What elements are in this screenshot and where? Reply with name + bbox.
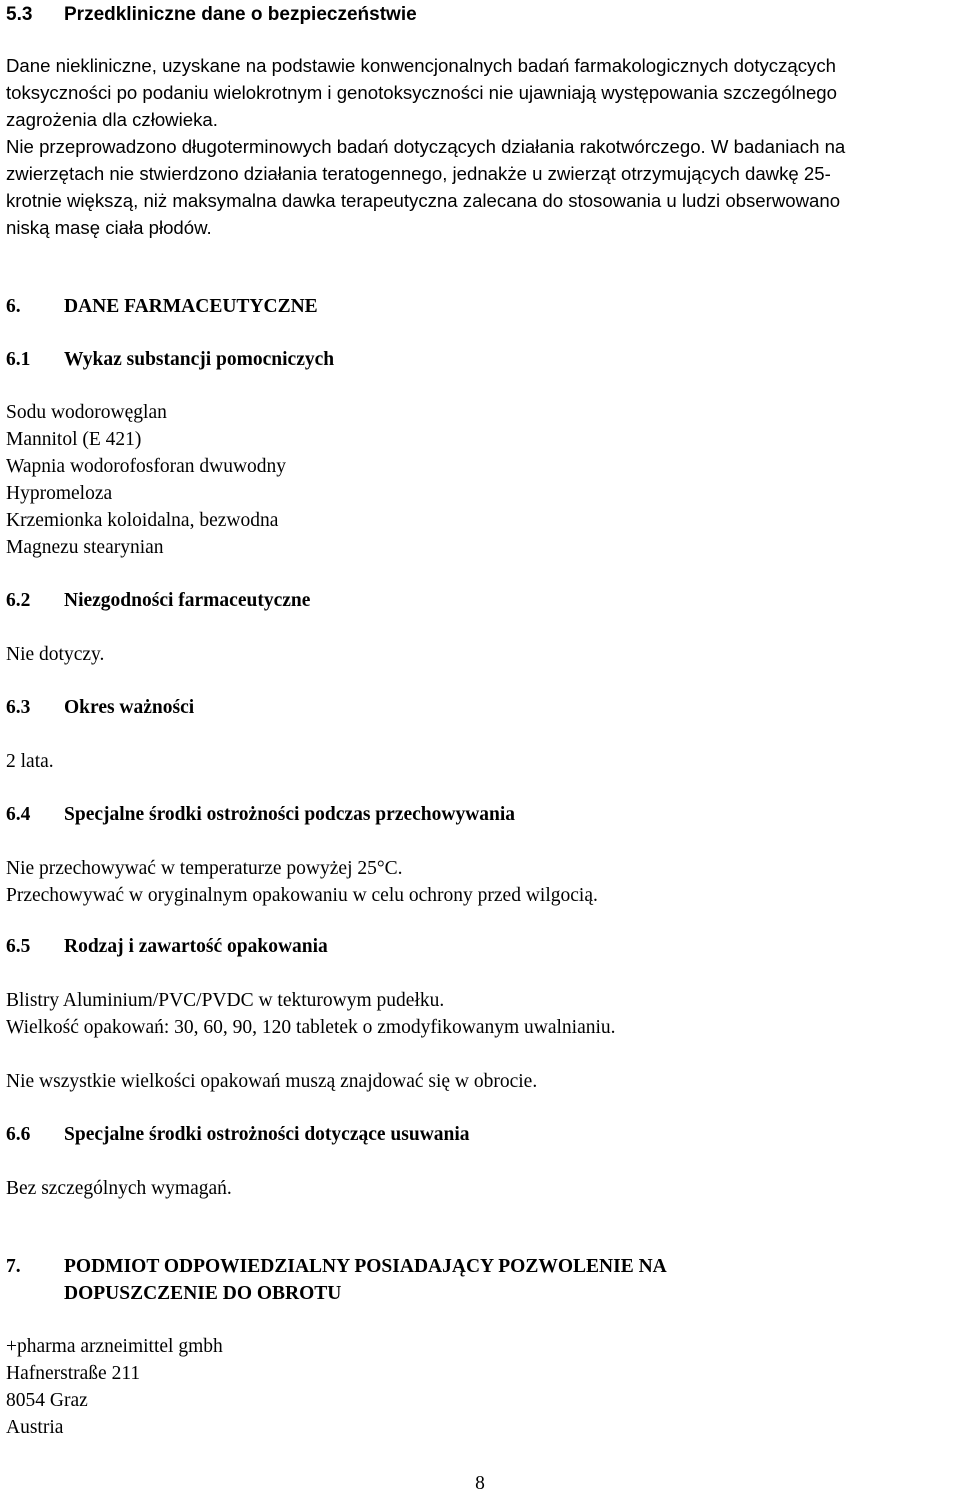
list-item: Magnezu stearynian	[6, 537, 164, 558]
list-item: Hypromeloza	[6, 483, 113, 504]
section-title-line: PODMIOT ODPOWIEDZIALNY POSIADAJĄCY POZWOLENIE NA	[64, 1256, 667, 1277]
address-line: 8054 Graz	[6, 1390, 88, 1411]
page-number: 8	[475, 1473, 485, 1494]
body-text: Nie wszystkie wielkości opakowań muszą znajdować się w obrocie.	[6, 1071, 538, 1092]
list-item: Wapnia wodorofosforan dwuwodny	[6, 456, 287, 477]
section-number: 6.5	[6, 936, 31, 957]
marketing-authorisation-holder-address	[6, 1333, 951, 1441]
paragraph-line: Nie przeprowadzono długoterminowych badań dotyczących działania rakotwórczego. W badaniach na	[6, 136, 846, 157]
list-item: Mannitol (E 421)	[6, 429, 142, 450]
section-6-4-text	[6, 855, 951, 909]
section-title: Okres ważności	[64, 697, 195, 718]
body-text: Przechowywać w oryginalnym opakowaniu w celu ochrony przed wilgocią.	[6, 885, 598, 906]
section-heading	[6, 801, 951, 828]
body-text: Bez szczególnych wymagań.	[6, 1178, 232, 1199]
section-number: 6.4	[6, 804, 31, 825]
section-heading	[6, 346, 951, 373]
list-item: Sodu wodorowęglan	[6, 402, 167, 423]
section-5-3-paragraph	[6, 52, 951, 241]
section-title	[64, 1253, 951, 1307]
section-6-3	[6, 694, 951, 721]
section-number: 6.6	[6, 1124, 31, 1145]
section-heading	[6, 694, 951, 721]
body-text: Blistry Aluminium/PVC/PVDC w tekturowym pudełku.	[6, 990, 445, 1011]
address-line: Austria	[6, 1417, 64, 1438]
body-text: Nie przechowywać w temperaturze powyżej 25°C.	[6, 858, 403, 879]
section-7	[6, 1253, 951, 1307]
paragraph-line: krotnie większą, niż maksymalna dawka terapeutyczna zalecana do stosowania u ludzi obserwowano	[6, 190, 841, 211]
section-number: 7.	[6, 1256, 21, 1277]
section-heading	[6, 587, 951, 614]
section-heading	[6, 933, 951, 960]
section-number: 6.	[6, 296, 21, 317]
section-title: Niezgodności farmaceutyczne	[64, 590, 311, 611]
section-6-2	[6, 587, 951, 614]
section-heading	[6, 293, 951, 320]
section-title: Przedkliniczne dane o bezpieczeństwie	[64, 4, 417, 25]
body-text: Nie dotyczy.	[6, 644, 105, 665]
section-heading	[6, 1, 951, 28]
paragraph-line: Dane niekliniczne, uzyskane na podstawie konwencjonalnych badań farmakologicznych dotyczących	[6, 55, 836, 76]
section-title-line: DOPUSZCZENIE DO OBROTU	[64, 1283, 342, 1304]
section-title: DANE FARMACEUTYCZNE	[64, 296, 318, 317]
section-title: Wykaz substancji pomocniczych	[64, 349, 335, 370]
section-6-6-text	[6, 1175, 951, 1202]
body-text: 2 lata.	[6, 751, 54, 772]
list-item: Krzemionka koloidalna, bezwodna	[6, 510, 279, 531]
section-number: 5.3	[6, 4, 33, 25]
section-6-3-text	[6, 748, 951, 775]
section-6-5	[6, 933, 951, 960]
section-6-6	[6, 1121, 951, 1148]
paragraph-line: zagrożenia dla człowieka.	[6, 109, 218, 130]
section-6	[6, 293, 951, 320]
paragraph-line: zwierzętach nie stwierdzono działania teratogennego, jednakże u zwierząt otrzymujących dawkę 25-	[6, 163, 831, 184]
section-heading	[6, 1121, 951, 1148]
section-5-3	[6, 1, 951, 28]
section-number: 6.3	[6, 697, 31, 718]
section-title: Specjalne środki ostrożności dotyczące usuwania	[64, 1124, 470, 1145]
section-number: 6.2	[6, 590, 31, 611]
section-6-5-text	[6, 987, 951, 1041]
address-line: +pharma arzneimittel gmbh	[6, 1336, 223, 1357]
section-6-2-text	[6, 641, 951, 668]
excipient-list	[6, 399, 951, 561]
section-title: Specjalne środki ostrożności podczas przechowywania	[64, 804, 516, 825]
body-text: Wielkość opakowań: 30, 60, 90, 120 tabletek o zmodyfikowanym uwalnianiu.	[6, 1017, 616, 1038]
section-6-1	[6, 346, 951, 373]
section-6-4	[6, 801, 951, 828]
paragraph-line: niską masę ciała płodów.	[6, 217, 212, 238]
address-line: Hafnerstraße 211	[6, 1363, 141, 1384]
section-6-5-note	[6, 1068, 951, 1095]
section-title: Rodzaj i zawartość opakowania	[64, 936, 328, 957]
section-number: 6.1	[6, 349, 31, 370]
section-heading	[6, 1253, 951, 1307]
paragraph-line: toksyczności po podaniu wielokrotnym i genotoksyczności nie ujawniają występowania szczególnego	[6, 82, 837, 103]
